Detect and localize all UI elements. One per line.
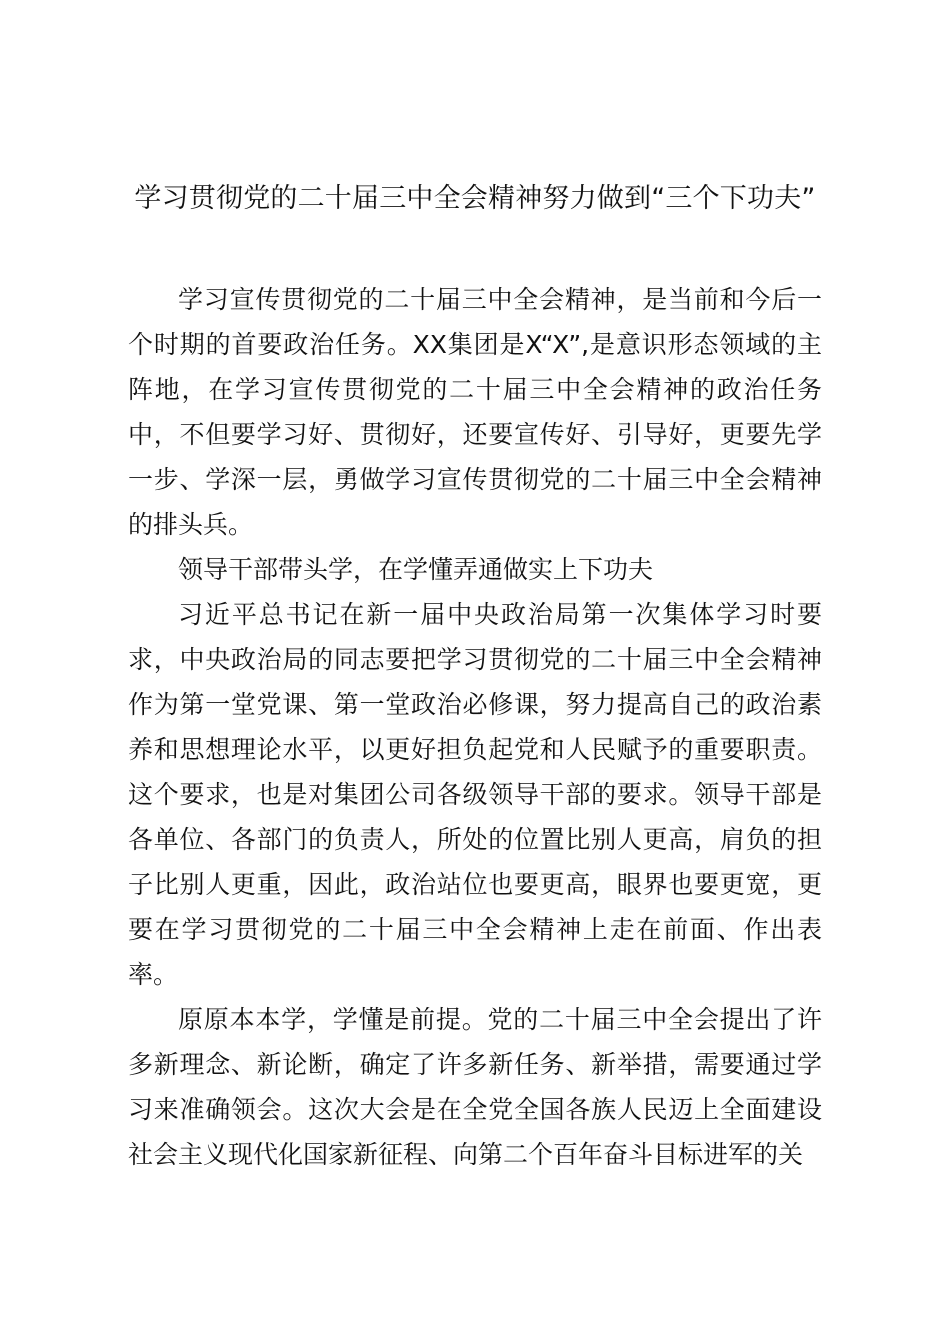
document-title: 学习贯彻党的二十届三中全会精神努力做到“三个下功夫” xyxy=(134,183,816,214)
paragraph-study: 原原本本学，学懂是前提。党的二十届三中全会提出了许多新理念、新论断，确定了许多新任务、新举措，需要通过学习来准确领会。这次大会是在全党全国各族人民迈上全面建设社会主义现代化国家新征程、向第二个百年奋斗目标进军的关 xyxy=(128,1005,822,1169)
paragraph-intro: 学习宣传贯彻党的二十届三中全会精神，是当前和今后一个时期的首要政治任务。XX集团是X“X”,是意识形态领域的主阵地，在学习宣传贯彻党的二十届三中全会精神的政治任务中，不但要学习好、贯彻好，还要宣传好、引导好，更要先学一步、学深一层，勇做学习宣传贯彻党的二十届三中全会精神的排头兵。 xyxy=(128,285,822,539)
section-heading: 领导干部带头学，在学懂弄通做实上下功夫 xyxy=(178,555,654,584)
paragraph-leadership: 习近平总书记在新一届中央政治局第一次集体学习时要求，中央政治局的同志要把学习贯彻党的二十届三中全会精神作为第一堂党课、第一堂政治必修课，努力提高自己的政治素养和思想理论水平，以更好担负起党和人民赋予的重要职责。这个要求，也是对集团公司各级领导干部的要求。领导干部是各单位、各部门的负责人，所处的位置比别人更高，肩负的担子比别人更重，因此，政治站位也要更高，眼界也要更宽，更要在学习贯彻党的二十届三中全会精神上走在前面、作出表率。 xyxy=(128,600,822,989)
document-body xyxy=(128,277,822,1177)
